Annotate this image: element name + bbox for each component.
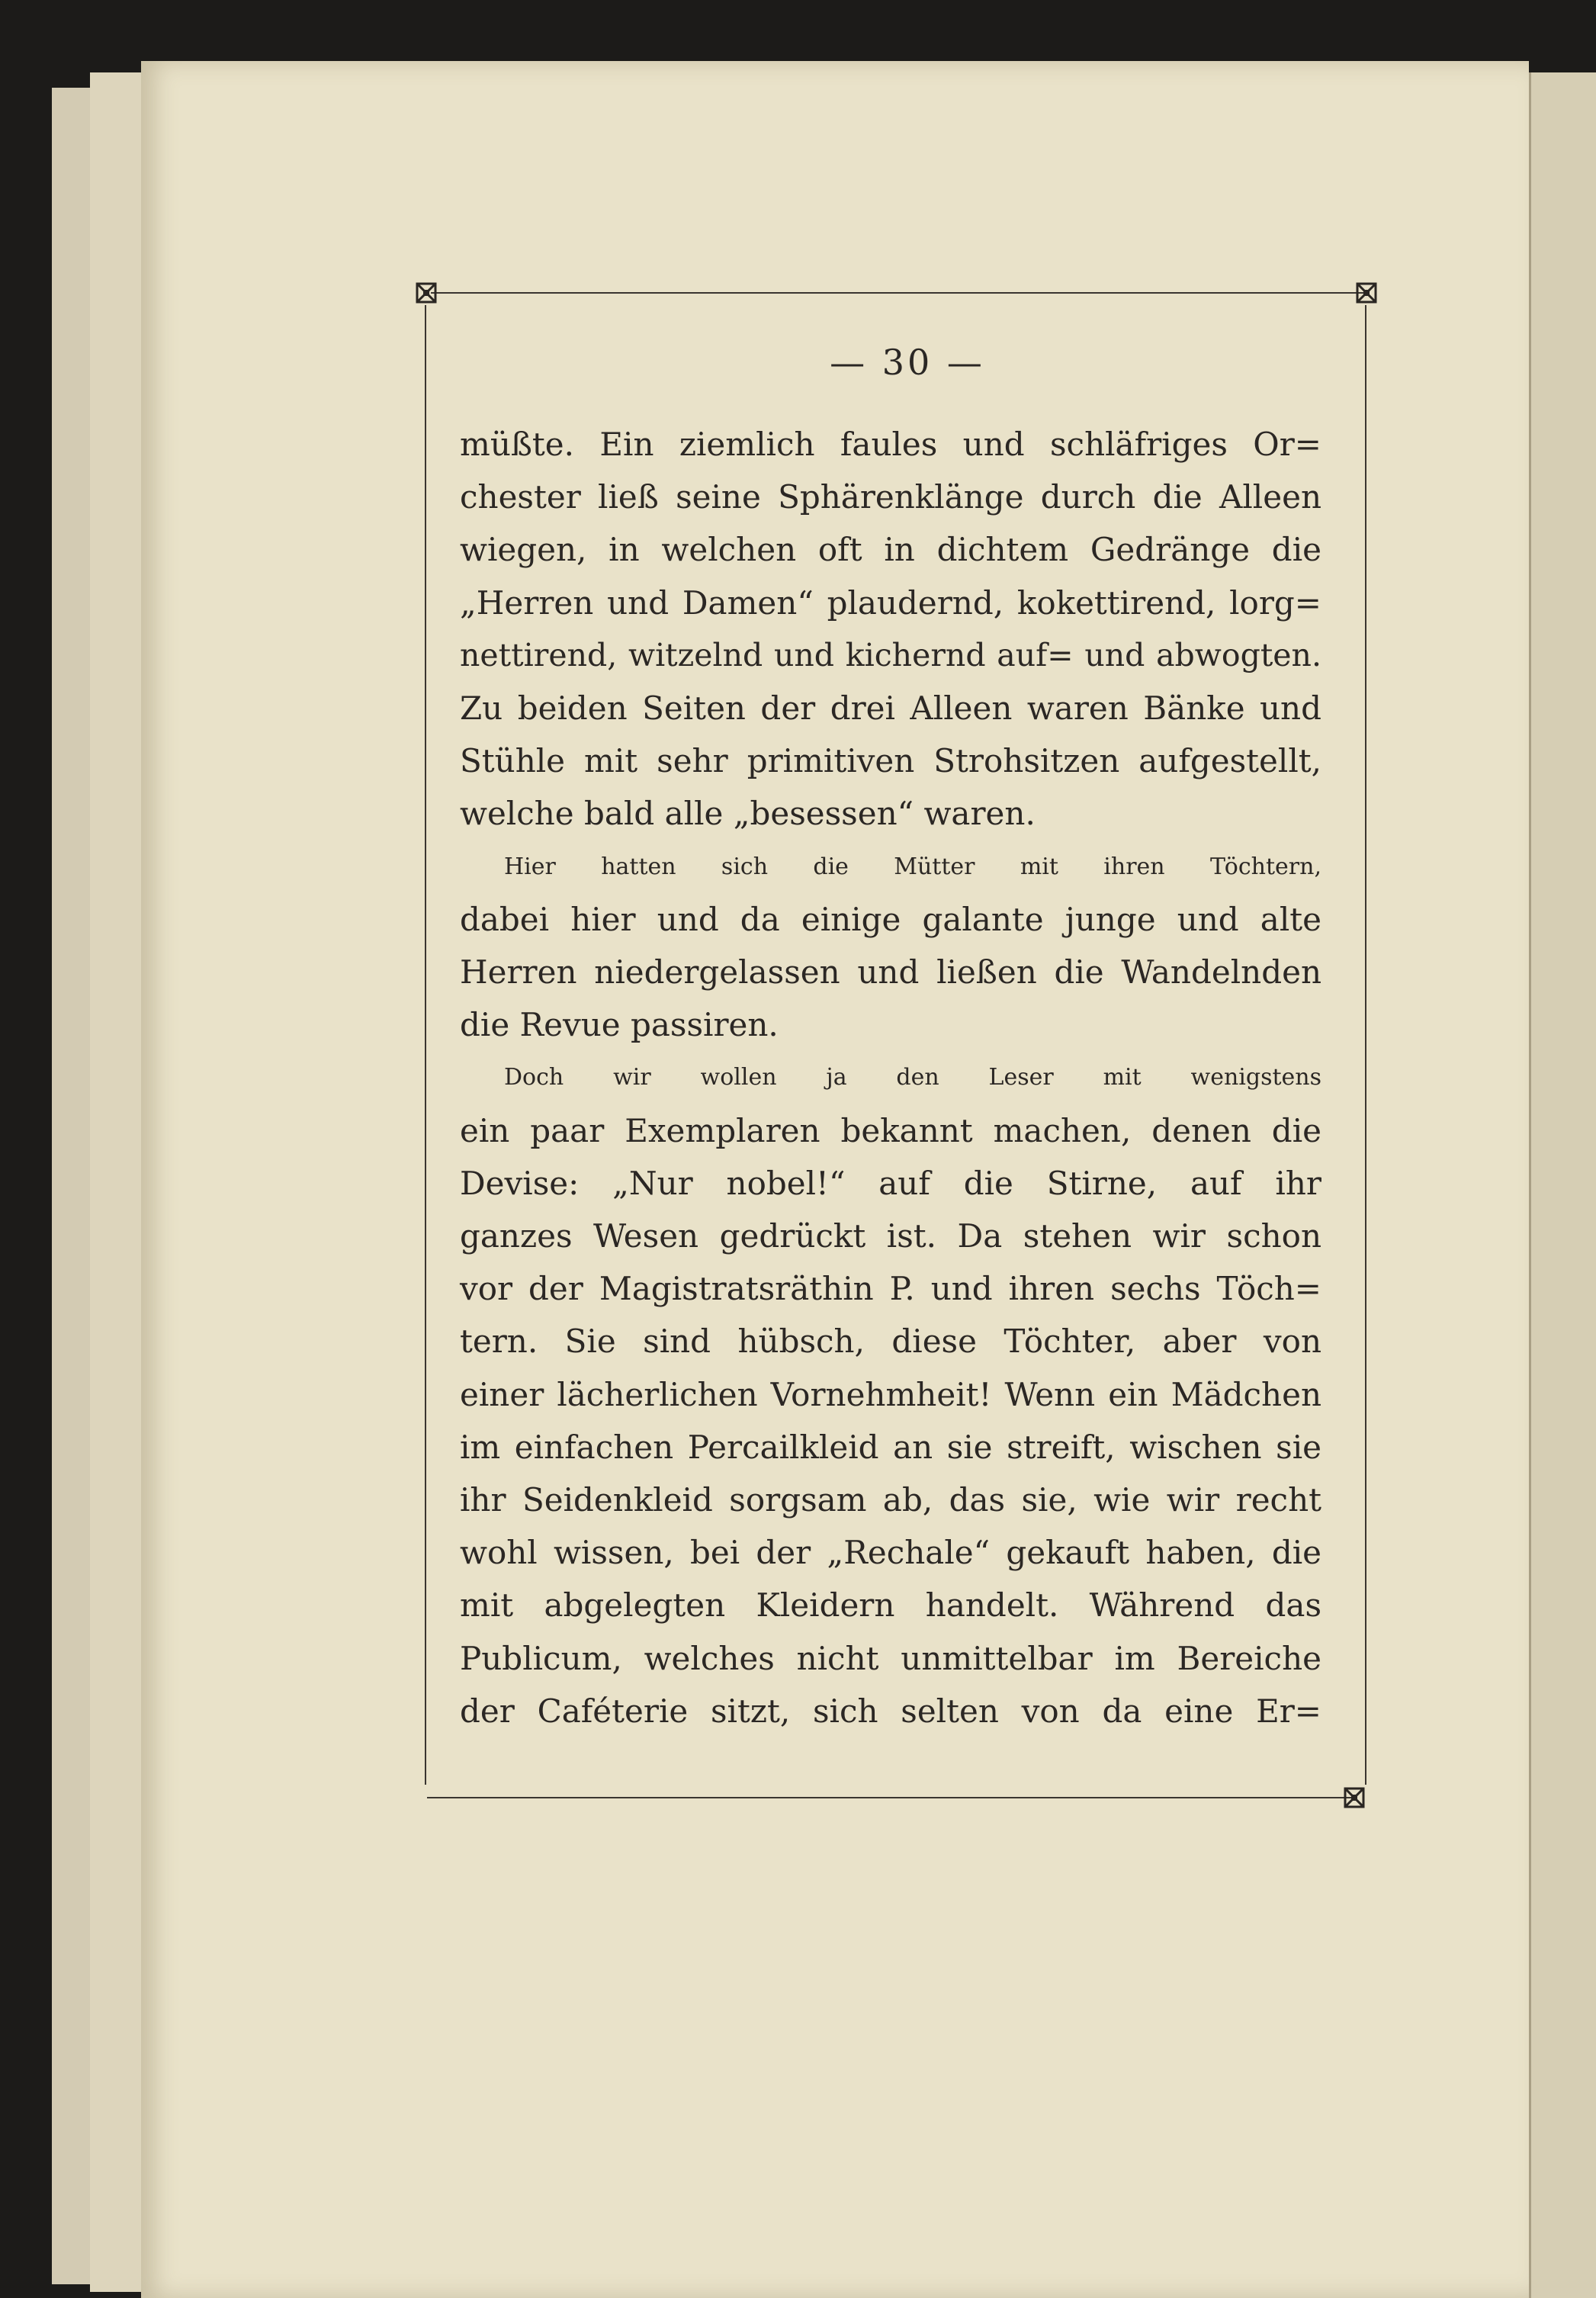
- text-line: Devise: „Nur nobel!“ auf die Stirne, auf ihr: [460, 1164, 1321, 1202]
- text-line: der Caféterie sitzt, sich selten von da eine Er=: [460, 1692, 1321, 1730]
- text-line: wohl wissen, bei der „Rechale“ gekauft haben, die: [460, 1534, 1321, 1572]
- text-line: Doch wir wollen ja den Leser mit wenigstens: [504, 1064, 1321, 1091]
- facing-page-edge: [1529, 72, 1596, 2298]
- text-line: ein paar Exemplaren bekannt machen, denen die: [460, 1111, 1321, 1149]
- text-line: mit abgelegten Kleidern handelt. Während das: [460, 1586, 1321, 1625]
- text-line: wiegen, in welchen oft in dichtem Gedränge die: [460, 531, 1321, 569]
- corner-ornament-icon: [1356, 282, 1377, 304]
- text-line: vor der Magistratsräthin P. und ihren sechs Töch=: [460, 1270, 1321, 1308]
- text-line: welche bald alle „besessen“ waren.: [460, 795, 1036, 833]
- text-line: Zu beiden Seiten der drei Alleen waren Bänke und: [460, 689, 1321, 728]
- text-line: ganzes Wesen gedrückt ist. Da stehen wir schon: [460, 1217, 1321, 1255]
- text-line: Stühle mit sehr primitiven Strohsitzen aufgestellt,: [460, 742, 1321, 780]
- text-line: Hier hatten sich die Mütter mit ihren Töchtern,: [504, 853, 1321, 880]
- text-line: ihr Seidenkleid sorgsam ab, das sie, wie wir recht: [460, 1481, 1321, 1519]
- corner-ornament-icon: [1344, 1787, 1365, 1808]
- text-line: dabei hier und da einige galante junge und alte: [460, 900, 1321, 938]
- text-line: Herren niedergelassen und ließen die Wandelnden: [460, 953, 1321, 992]
- body-text: [460, 418, 1321, 1737]
- text-line: die Revue passiren.: [460, 1006, 779, 1044]
- text-line: Publicum, welches nicht unmittelbar im Bereiche: [460, 1639, 1321, 1677]
- text-line: müßte. Ein ziemlich faules und schläfriges Or=: [460, 426, 1321, 463]
- frame-right-rule: [1365, 305, 1366, 1785]
- text-line: im einfachen Percailkleid an sie streift, wischen sie: [460, 1428, 1321, 1466]
- text-line: „Herren und Damen“ plaudernd, kokettirend, lorg=: [460, 583, 1321, 622]
- frame-bottom-rule: [427, 1797, 1357, 1798]
- corner-ornament-icon: [416, 282, 437, 304]
- text-line: chester ließ seine Sphärenklänge durch die Alleen: [460, 478, 1321, 516]
- text-line: tern. Sie sind hübsch, diese Töchter, aber von: [460, 1323, 1321, 1361]
- frame-left-rule: [425, 305, 426, 1785]
- frame-top-rule: [431, 292, 1369, 294]
- text-line: nettirend, witzelnd und kichernd auf= und abwogten.: [460, 636, 1321, 673]
- text-line: einer lächerlichen Vornehmheit! Wenn ein Mädchen: [460, 1375, 1321, 1413]
- page-number: — 30 —: [830, 342, 985, 383]
